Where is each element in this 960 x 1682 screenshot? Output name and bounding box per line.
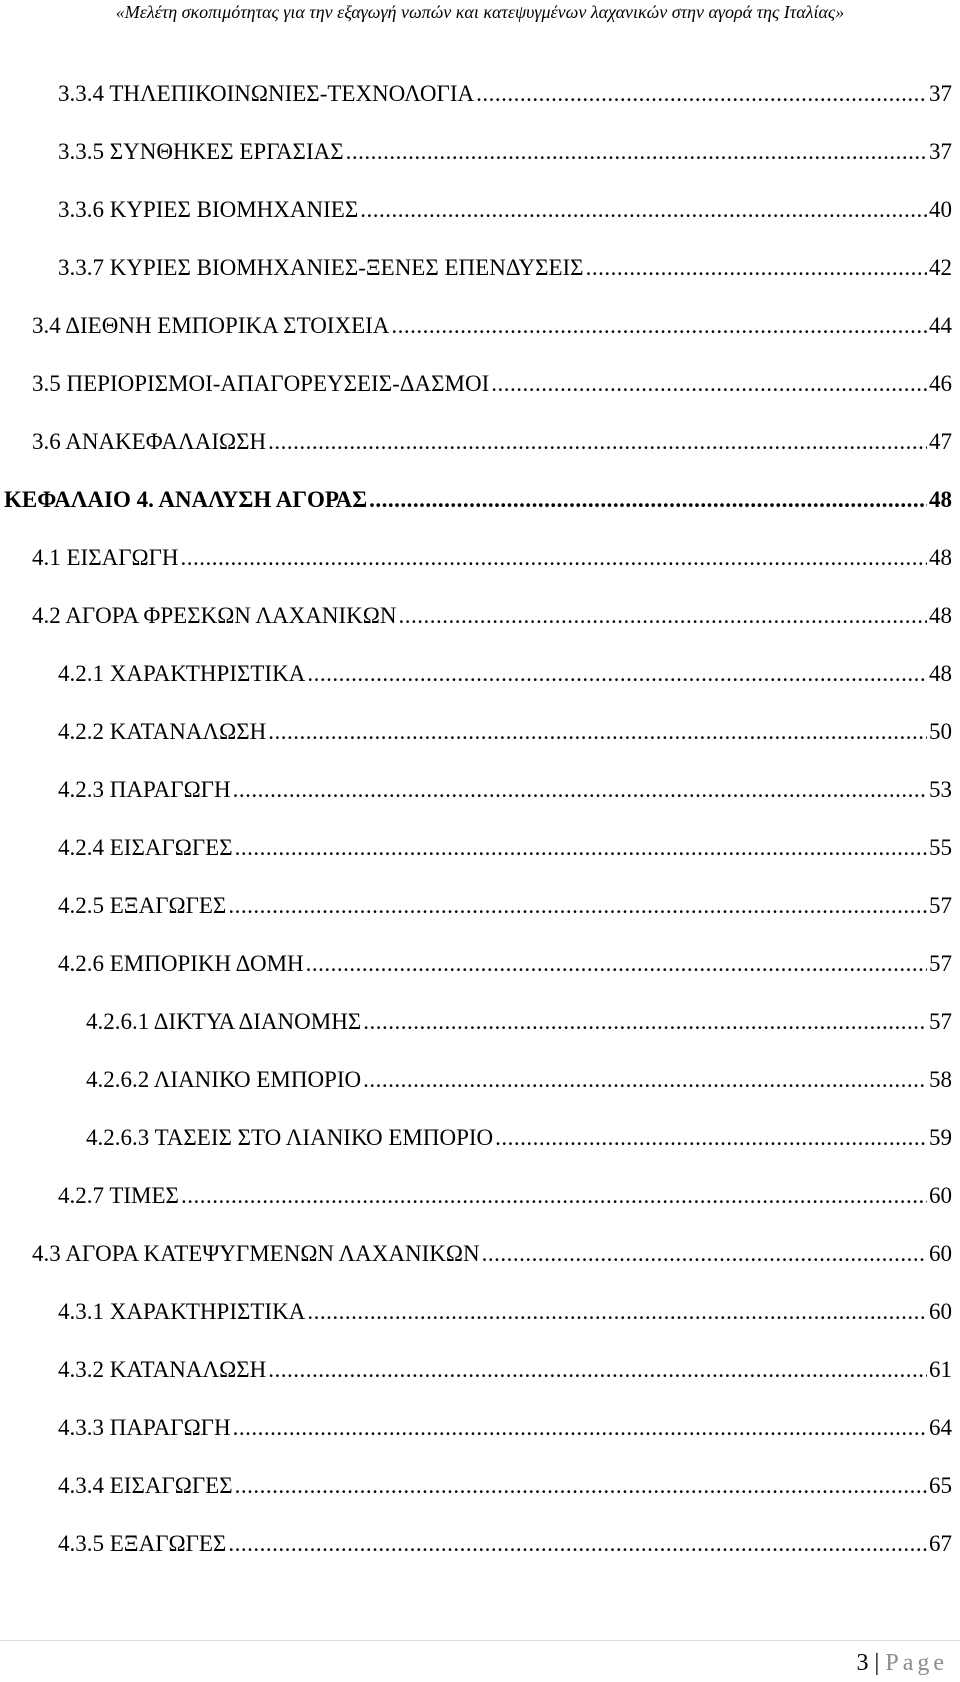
running-header-title: «Μελέτη σκοπιμότητας για την εξαγωγή νωπών και κατεψυγμένων λαχανικών στην αγορά της Ιταλίας» (115, 2, 845, 22)
toc-entry-page: 44 (929, 313, 952, 338)
toc-entry-page: 65 (929, 1473, 952, 1498)
toc-entry[interactable] (32, 1238, 952, 1270)
toc-entry-page: 57 (929, 951, 952, 976)
toc-entry-page: 50 (929, 719, 952, 744)
toc-entry-page: 58 (929, 1067, 952, 1092)
toc-entry-page: 55 (929, 835, 952, 860)
toc-dot-leader (268, 426, 927, 458)
toc-dot-leader (181, 1180, 927, 1212)
toc-dot-leader (495, 1122, 927, 1154)
toc-entry-page: 46 (929, 371, 952, 396)
toc-entry-title: 4.2.7 ΤΙΜΕΣ (58, 1183, 179, 1208)
footer-divider (0, 1640, 960, 1641)
toc-dot-leader (307, 1296, 927, 1328)
toc-dot-leader (476, 78, 927, 110)
toc-entry-title: 3.3.7 ΚΥΡΙΕΣ ΒΙΟΜΗΧΑΝΙΕΣ-ΞΕΝΕΣ ΕΠΕΝΔΥΣΕΙΣ (58, 255, 584, 280)
toc-dot-leader (306, 948, 927, 980)
toc-dot-leader (181, 542, 927, 574)
toc-entry[interactable] (32, 542, 952, 574)
toc-entry[interactable] (58, 1180, 952, 1212)
toc-entry-title: 4.2.6.2 ΛΙΑΝΙΚΟ ΕΜΠΟΡΙΟ (86, 1067, 362, 1092)
toc-entry-page: 61 (929, 1357, 952, 1382)
toc-entry-page: 60 (929, 1183, 952, 1208)
toc-entry-title: 3.6 ΑΝΑΚΕΦΑΛΑΙΩΣΗ (32, 429, 267, 454)
toc-entry-page: 47 (929, 429, 952, 454)
footer-separator: | (874, 1650, 880, 1676)
toc-chapter-entry[interactable] (4, 484, 952, 516)
toc-entry-title: 4.1 ΕΙΣΑΓΩΓΗ (32, 545, 179, 570)
toc-entry-page: 37 (929, 139, 952, 164)
toc-entry-page: 48 (929, 545, 952, 570)
toc-dot-leader (363, 1064, 927, 1096)
toc-dot-leader (363, 1006, 927, 1038)
toc-dot-leader (235, 832, 927, 864)
toc-dot-leader (491, 368, 927, 400)
toc-entry-page: 53 (929, 777, 952, 802)
toc-entry-title: 4.3.4 ΕΙΣΑΓΩΓΕΣ (58, 1473, 233, 1498)
toc-entry[interactable] (58, 136, 952, 168)
toc-entry[interactable] (58, 1470, 952, 1502)
toc-entry-page: 59 (929, 1125, 952, 1150)
toc-entry[interactable] (32, 426, 952, 458)
toc-entry-page: 67 (929, 1531, 952, 1556)
toc-dot-leader (482, 1238, 927, 1270)
toc-entry[interactable] (58, 194, 952, 226)
toc-dot-leader (233, 1412, 927, 1444)
toc-entry-title: 4.2 ΑΓΟΡΑ ΦΡΕΣΚΩΝ ΛΑΧΑΝΙΚΩΝ (32, 603, 397, 628)
toc-entry-title: 4.2.1 ΧΑΡΑΚΤΗΡΙΣΤΙΚΑ (58, 661, 306, 686)
toc-entry[interactable] (86, 1006, 952, 1038)
toc-entry-title: 4.3.5 ΕΞΑΓΩΓΕΣ (58, 1531, 227, 1556)
toc-entry-title: 4.2.4 ΕΙΣΑΓΩΓΕΣ (58, 835, 233, 860)
toc-entry-title: 3.4 ΔΙΕΘΝΗ ΕΜΠΟΡΙΚΑ ΣΤΟΙΧΕΙΑ (32, 313, 390, 338)
toc-dot-leader (346, 136, 927, 168)
footer-page-number: 3 (856, 1650, 869, 1676)
toc-entry-title: 4.3.2 ΚΑΤΑΝΑΛΩΣΗ (58, 1357, 267, 1382)
toc-dot-leader (233, 774, 927, 806)
toc-entry-page: 48 (929, 487, 952, 512)
toc-dot-leader (586, 252, 927, 284)
toc-entry[interactable] (58, 774, 952, 806)
toc-entry-title: 3.3.5 ΣΥΝΘΗΚΕΣ ΕΡΓΑΣΙΑΣ (58, 139, 344, 164)
toc-entry-title: 4.2.6.1 ΔΙΚΤΥΑ ΔΙΑΝΟΜΗΣ (86, 1009, 362, 1034)
toc-entry[interactable] (58, 716, 952, 748)
toc-entry[interactable] (58, 658, 952, 690)
toc-entry-title: 4.3 ΑΓΟΡΑ ΚΑΤΕΨΥΓΜΕΝΩΝ ΛΑΧΑΝΙΚΩΝ (32, 1241, 480, 1266)
toc-dot-leader (398, 600, 927, 632)
toc-entry-page: 40 (929, 197, 952, 222)
toc-dot-leader (268, 1354, 927, 1386)
toc-entry[interactable] (32, 368, 952, 400)
toc-entry-title: 4.2.6 ΕΜΠΟΡΙΚΗ ΔΟΜΗ (58, 951, 304, 976)
page-footer (857, 1648, 948, 1678)
toc-entry-page: 37 (929, 81, 952, 106)
toc-entry-title: 4.2.2 ΚΑΤΑΝΑΛΩΣΗ (58, 719, 267, 744)
toc-entry[interactable] (86, 1064, 952, 1096)
toc-entry[interactable] (58, 1412, 952, 1444)
toc-entry[interactable] (58, 252, 952, 284)
toc-entry[interactable] (58, 1528, 952, 1560)
toc-entry-title: 4.2.6.3 ΤΑΣΕΙΣ ΣΤΟ ΛΙΑΝΙΚΟ ΕΜΠΟΡΙΟ (86, 1125, 494, 1150)
toc-dot-leader (369, 484, 927, 516)
toc-dot-leader (228, 1528, 927, 1560)
toc-entry-page: 64 (929, 1415, 952, 1440)
toc-dot-leader (391, 310, 927, 342)
toc-entry-page: 60 (929, 1299, 952, 1324)
toc-dot-leader (228, 890, 927, 922)
toc-entry-page: 42 (929, 255, 952, 280)
toc-entry-page: 48 (929, 603, 952, 628)
toc-entry-title: 3.5 ΠΕΡΙΟΡΙΣΜΟΙ-ΑΠΑΓΟΡΕΥΣΕΙΣ-ΔΑΣΜΟΙ (32, 371, 490, 396)
toc-entry[interactable] (58, 832, 952, 864)
toc-entry-title: 3.3.6 ΚΥΡΙΕΣ ΒΙΟΜΗΧΑΝΙΕΣ (58, 197, 359, 222)
toc-entry-page: 57 (929, 893, 952, 918)
toc-entry-page: 60 (929, 1241, 952, 1266)
toc-entry-title: 4.3.3 ΠΑΡΑΓΩΓΗ (58, 1415, 231, 1440)
toc-dot-leader (268, 716, 927, 748)
toc-entry[interactable] (32, 310, 952, 342)
toc-entry[interactable] (58, 1354, 952, 1386)
toc-entry-title: 4.2.3 ΠΑΡΑΓΩΓΗ (58, 777, 231, 802)
toc-dot-leader (360, 194, 927, 226)
toc-dot-leader (307, 658, 927, 690)
toc-entry-title: 4.2.5 ΕΞΑΓΩΓΕΣ (58, 893, 227, 918)
toc-entry-page: 48 (929, 661, 952, 686)
toc-entry-title: 3.3.4 ΤΗΛΕΠΙΚΟΙΝΩΝΙΕΣ-ΤΕΧΝΟΛΟΓΙΑ (58, 81, 475, 106)
footer-page-word: Page (885, 1650, 948, 1676)
toc-entry[interactable] (58, 1296, 952, 1328)
toc-entry-page: 57 (929, 1009, 952, 1034)
toc-entry-title: 4.3.1 ΧΑΡΑΚΤΗΡΙΣΤΙΚΑ (58, 1299, 306, 1324)
toc-entry[interactable] (58, 78, 952, 110)
toc-dot-leader (235, 1470, 927, 1502)
toc-entry[interactable] (32, 600, 952, 632)
toc-entry[interactable] (58, 890, 952, 922)
toc-entry[interactable] (58, 948, 952, 980)
toc-entry[interactable] (86, 1122, 952, 1154)
toc-entry-title: ΚΕΦΑΛΑΙΟ 4. ΑΝΑΛΥΣΗ ΑΓΟΡΑΣ (4, 487, 368, 512)
